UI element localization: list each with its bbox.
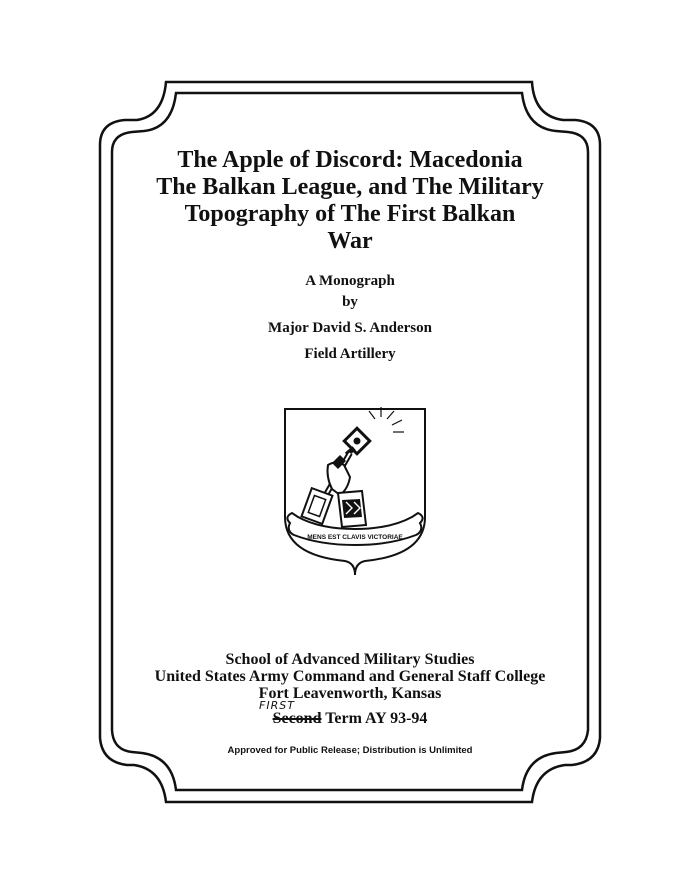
title-line: War [327,228,373,254]
distribution-statement: Approved for Public Release; Distribution is Unlimited [227,745,473,756]
monograph-label: A Monograph [305,273,395,289]
handwritten-correction: FIRST [259,699,295,712]
college-name: United States Army Command and General Staff College [154,668,546,685]
crest-motto: MENS EST CLAVIS VICTORIAE [307,534,403,541]
title-line: The Apple of Discord: Macedonia [177,147,523,173]
coat-of-arms-key-icon [280,405,430,577]
author-name: Major David S. Anderson [268,320,432,336]
struck-term: Second [272,710,322,727]
by-label: by [342,294,358,310]
term-line [0,710,700,727]
author-branch: Field Artillery [304,346,396,362]
location: Fort Leavenworth, Kansas [258,685,442,702]
school-name: School of Advanced Military Studies [225,651,475,668]
term-rest: Term AY 93-94 [321,710,428,727]
title-line: The Balkan League, and The Military [156,174,544,200]
document-title [0,147,700,255]
title-line: Topography of The First Balkan [184,201,516,227]
